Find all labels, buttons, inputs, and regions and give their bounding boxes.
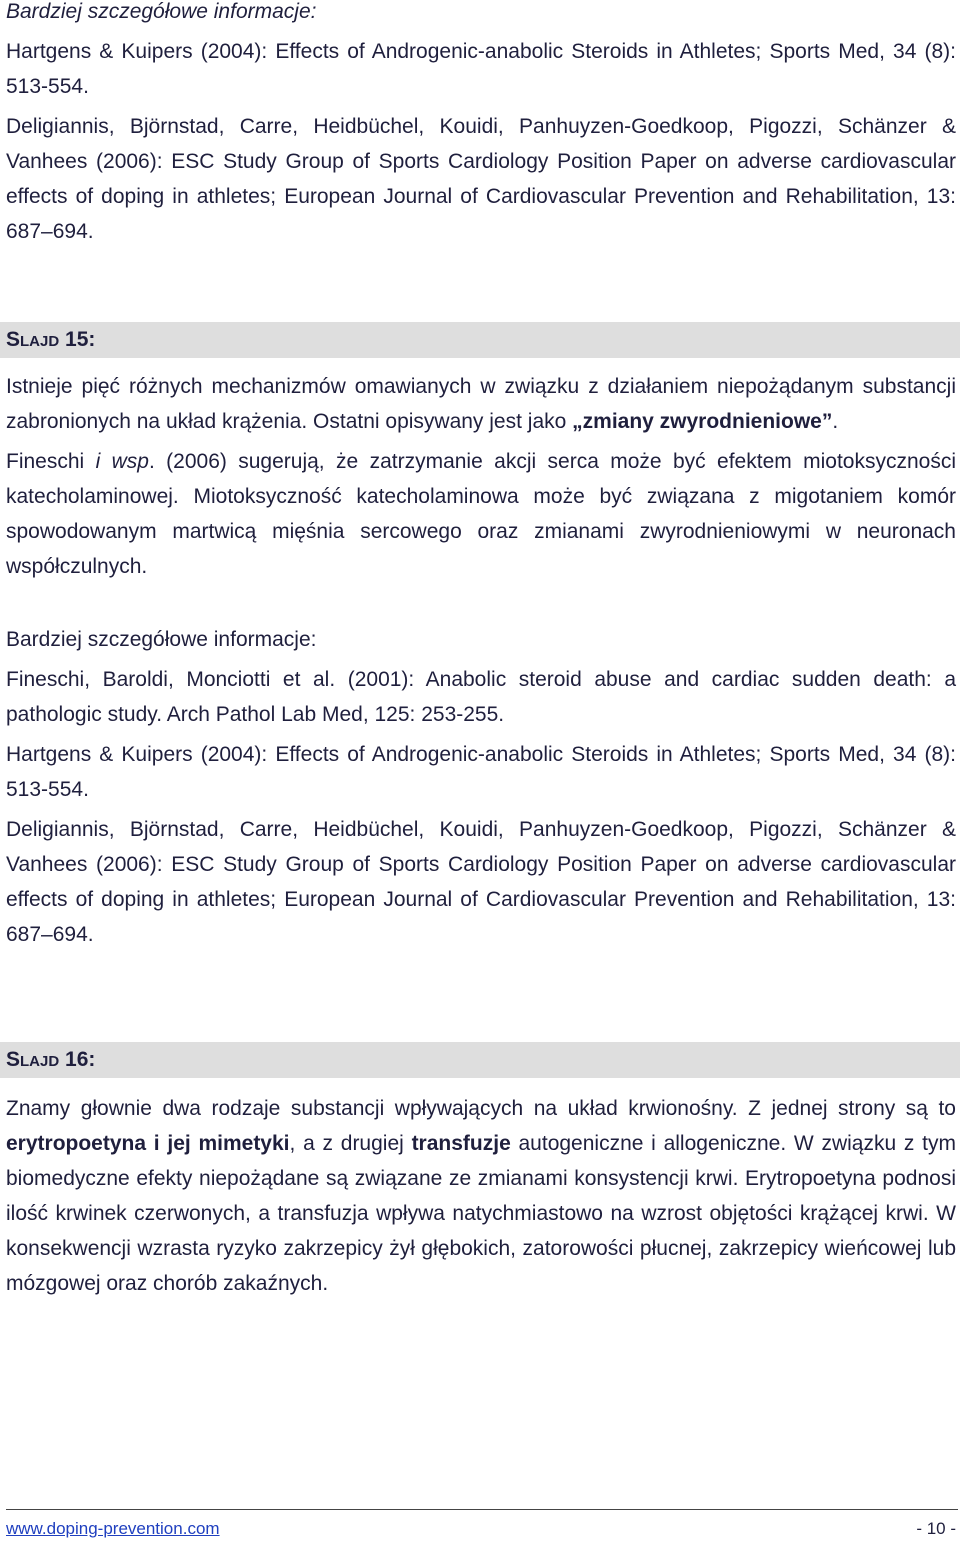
erythropoietin-term: erytropoetyna i jej mimetyki: [6, 1132, 290, 1155]
more-info-heading: Bardziej szczegółowe informacje:: [6, 0, 317, 23]
slide-16-title-num: 16:: [59, 1048, 96, 1071]
reference-deligiannis-2: Deligiannis, Björnstad, Carre, Heidbüchel, Kouidi, Panhuyzen-Goedkoop, Pigozzi, Schänzer & Vanhees (2006): ESC Study Group of Sports Cardiology Position Paper on adverse cardiovascular effects of doping in athletes; European Journal of Cardiovascular Prevention and Rehabilitation, 13: 687–694.: [6, 818, 956, 946]
document-page: [6, 0, 956, 1301]
reference-hartgens-2: Hartgens & Kuipers (2004): Effects of Androgenic-anabolic Steroids in Athletes; Sports Med, 34 (8): 513-554.: [6, 743, 956, 801]
slide-16-title-rest: LAJD: [20, 1053, 60, 1070]
slide-15-more-info-heading: Bardziej szczegółowe informacje:: [6, 628, 317, 651]
slide-16-title-s: S: [6, 1048, 21, 1071]
reference-hartgens: Hartgens & Kuipers (2004): Effects of Androgenic-anabolic Steroids in Athletes; Sports Med, 34 (8): 513-554.: [6, 40, 956, 98]
reference-fineschi: Fineschi, Baroldi, Monciotti et al. (2001): Anabolic steroid abuse and cardiac sudden death: a pathologic study. Arch Pathol Lab Med, 125: 253-255.: [6, 668, 956, 726]
transfusion-term: transfuzje: [411, 1132, 511, 1155]
footer-divider: [6, 1509, 958, 1510]
slide-16-header: [0, 1042, 960, 1078]
page-number: - 10 -: [916, 1519, 956, 1538]
slide-15-title-num: 15:: [59, 328, 96, 351]
slide-15-header: [0, 322, 960, 358]
slide-15-title-s: S: [6, 328, 21, 351]
slide-15-paragraph-2: Fineschi i wsp. (2006) sugerują, że zatrzymanie akcji serca może być efektem miotoksyczności katecholaminowej. Miotoksyczność katecholaminowa może być związana z migotaniem komór spowodowanym martwicą mięśnia sercowego oraz zmianami zwyrodnieniowymi w neuronach współczulnych.: [6, 450, 956, 578]
slide-15-paragraph-1: Istnieje pięć różnych mechanizmów omawianych w związku z działaniem niepożądanym substancji zabronionych na układ krążenia. Ostatni opisywany jest jako „zmiany zwyrodnieniowe”.: [6, 375, 956, 433]
footer-website-link[interactable]: www.doping-prevention.com: [6, 1519, 220, 1538]
reference-deligiannis: Deligiannis, Björnstad, Carre, Heidbüchel, Kouidi, Panhuyzen-Goedkoop, Pigozzi, Schänzer & Vanhees (2006): ESC Study Group of Sports Cardiology Position Paper on adverse cardiovascular effects of doping in athletes; European Journal of Cardiovascular Prevention and Rehabilitation, 13: 687–694.: [6, 115, 956, 243]
slide-16-paragraph: Znamy głownie dwa rodzaje substancji wpływających na układ krwionośny. Z jednej strony są to erytropoetyna i jej mimetyki, a z drugiej transfuzje autogeniczne i allogeniczne. W związku z tym biomedyczne efekty niepożądane są związane ze zmianami konsystencji krwi. Erytropoetyna podnosi ilość krwinek czerwonych, a transfuzja wpływa natychmiastowo na wzrost objętości krążącej krwi. W konsekwencji wzrasta ryzyko zakrzepicy żył głębokich, zatorowości płucnej, zakrzepicy wieńcowej lub mózgowej oraz chorób zakaźnych.: [6, 1097, 956, 1295]
degenerative-changes-term: „zmiany zwyrodnieniowe”: [572, 410, 833, 433]
slide-15-title-rest: LAJD: [20, 333, 60, 350]
